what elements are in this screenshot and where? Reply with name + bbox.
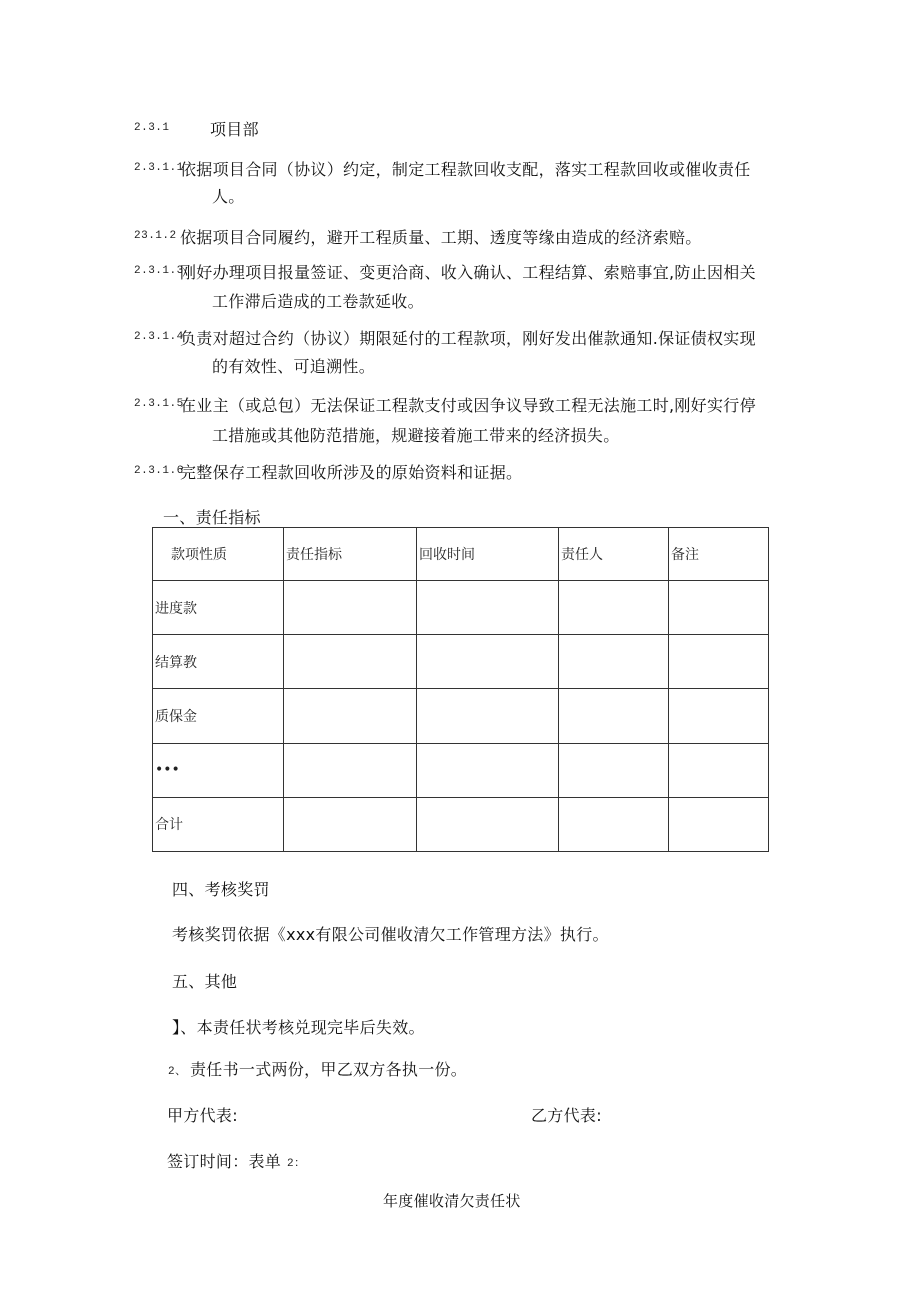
table-cell: [669, 689, 769, 743]
clause-number: 2.3.1.1: [134, 162, 184, 174]
list-item-number: 2、: [168, 1066, 187, 1078]
section-heading: 一、责任指标: [163, 508, 261, 527]
table-cell: [284, 689, 417, 743]
table-cell: [417, 797, 559, 851]
table-cell: [669, 581, 769, 635]
clause-text: 在业主（或总包）无法保证工程款支付或因争议导致工程无法施工时,刚好实行停: [180, 396, 756, 415]
section-title: 项目部: [210, 120, 259, 139]
clause-text: 完整保存工程款回收所涉及的原始资料和证据。: [180, 463, 523, 482]
table-cell: [417, 635, 559, 689]
table-cell: [669, 743, 769, 797]
table-cell: [417, 581, 559, 635]
party-a-label: 甲方代表:: [167, 1106, 238, 1125]
clause-number: 2.3.1.3: [134, 265, 184, 277]
table-cell: 结算教: [153, 635, 284, 689]
clause-text-cont: 人。: [212, 187, 245, 206]
table-cell: [559, 689, 669, 743]
table-cell: [559, 635, 669, 689]
table-row: [153, 635, 769, 689]
section-body: 考核奖罚依据《xxx有限公司催收清欠工作管理方法》执行。: [172, 925, 609, 944]
next-form-title: 年度催收清欠责任状: [383, 1192, 521, 1210]
section-heading: 四、考核奖罚: [172, 880, 270, 899]
clause-text: 负责对超过合约（协议）期限延付的工程款项，刚好发出催款通知.保证债权实现: [180, 329, 756, 348]
clause-text: 依据项目合同（协议）约定，制定工程款回收支配，落实工程款回收或催收责任: [180, 160, 751, 179]
table-cell: [417, 689, 559, 743]
clause-text-cont: 工作滞后造成的工卷款延收。: [212, 292, 424, 311]
table-cell: 进度款: [153, 581, 284, 635]
form-number: 2：: [287, 1158, 306, 1170]
column-header: 回收时间: [417, 528, 559, 581]
party-b-label: 乙方代表:: [531, 1106, 602, 1125]
table-cell: [559, 743, 669, 797]
sign-date-label: 签订时间：表单: [167, 1152, 282, 1171]
clause-text: 刚好办理项目报量签证、变更洽商、收入确认、工程结算、索赔事宜,防止因相关: [180, 263, 756, 282]
table-cell: 质保金: [153, 689, 284, 743]
table-cell: [417, 743, 559, 797]
list-item: 】、本责任状考核兑现完毕后失效。: [172, 1018, 425, 1037]
table-cell: 合计: [153, 797, 284, 851]
table-cell: [284, 581, 417, 635]
table-cell: [284, 743, 417, 797]
clause-number: 2.3.1.5: [134, 398, 184, 410]
table-cell: •••: [153, 743, 284, 797]
clause-number: 23.1.2: [134, 230, 177, 242]
column-header: 责任人: [559, 528, 669, 581]
table-cell: [559, 797, 669, 851]
clause-text: 依据项目合同履约，避开工程质量、工期、透度等缘由造成的经济索赔。: [180, 228, 702, 247]
section-number: 2.3.1: [134, 122, 170, 134]
table-cell: [669, 797, 769, 851]
table-cell: [284, 635, 417, 689]
table-row: [153, 689, 769, 743]
clause-text-cont: 工措施或其他防范措施，规避接着施工带来的经济损失。: [212, 426, 620, 445]
list-item: 责任书一式两份，甲乙双方各执一份。: [190, 1060, 468, 1079]
table-cell: [669, 635, 769, 689]
table-row: [153, 797, 769, 851]
table-cell: [284, 797, 417, 851]
section-heading: 五、其他: [172, 972, 238, 991]
column-header: 备注: [669, 528, 769, 581]
clause-number: 2.3.1.4: [134, 331, 184, 343]
table-cell: [559, 581, 669, 635]
responsibility-table: [152, 527, 769, 852]
table-header-row: [153, 528, 769, 581]
clause-number: 2.3.1.6: [134, 465, 184, 477]
column-header: 款项性质: [153, 528, 284, 581]
column-header: 责任指标: [284, 528, 417, 581]
clause-text-cont: 的有效性、可追溯性。: [212, 357, 376, 376]
table-row: [153, 743, 769, 797]
table-row: [153, 581, 769, 635]
